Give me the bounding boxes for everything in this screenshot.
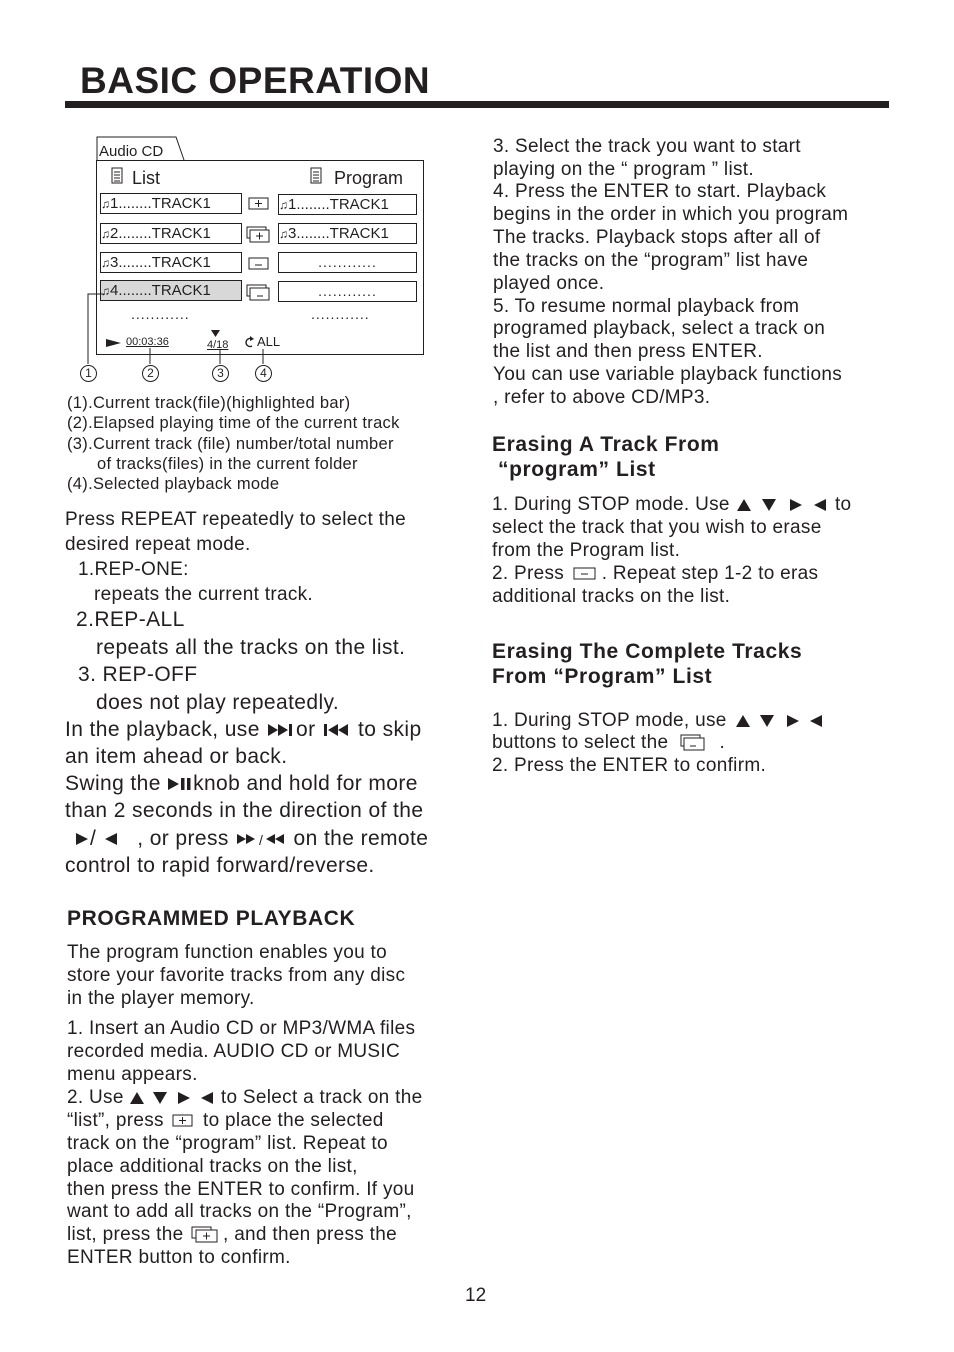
audio-cd-diagram	[66, 134, 446, 394]
erase-step-line: from the Program list.	[492, 540, 681, 561]
right-step-line: the list and then press ENTER.	[493, 341, 763, 362]
erase-step-line: select the track that you wish to erase	[492, 517, 822, 538]
prog-step1-line: recorded media. AUDIO CD or MUSIC	[67, 1041, 400, 1062]
remove-all-icon	[674, 734, 714, 752]
rep-all: 2.REP-ALL	[76, 608, 185, 631]
navigation-arrows-icon	[735, 498, 829, 512]
list-more: ............	[131, 306, 190, 322]
prog-step2-line: track on the “program” list. Repeat to	[67, 1133, 388, 1154]
rep-all-desc: repeats all the tracks on the list.	[96, 636, 406, 659]
program-row[interactable]: ♫1........TRACK1	[278, 194, 417, 215]
right-step-line: 4. Press the ENTER to start. Playback	[493, 181, 827, 202]
fast-forward-icon	[235, 832, 259, 846]
erase-all-heading: Erasing The Complete Tracks	[492, 640, 803, 663]
fast-reverse-icon	[263, 832, 287, 846]
callout-2: 2	[142, 365, 159, 382]
legend-item-1: (1).Current track(file)(highlighted bar)	[67, 394, 351, 412]
legend-item-3-cont: of tracks(files) in the current folder	[97, 455, 358, 473]
title-rule	[65, 101, 889, 108]
music-note-icon: ♫	[101, 197, 110, 211]
navigation-arrows-icon	[129, 1091, 215, 1105]
legend-item-4: (4).Selected playback mode	[67, 475, 280, 493]
rep-one-desc: repeats the current track.	[94, 584, 314, 605]
previous-track-icon	[322, 723, 352, 737]
right-step-line: 5. To resume normal playback from	[493, 296, 800, 317]
music-note-icon: ♫	[101, 256, 110, 270]
track-count: 4/18	[207, 339, 229, 351]
program-row-empty[interactable]: ............	[278, 252, 417, 273]
add-track-icon	[169, 1114, 197, 1128]
legend-item-3: (3).Current track (file) number/total number	[67, 435, 394, 453]
list-row-highlighted[interactable]: ♫4........TRACK1	[100, 280, 242, 301]
skip-line: In the playback, use or to skip	[65, 718, 422, 741]
erase-track-heading-cont: “program” List	[498, 458, 656, 481]
prog-step2-line: “list”, press to place the selected	[67, 1110, 384, 1131]
prog-step2-line: list, press the , and then press the	[67, 1224, 397, 1245]
right-step-line: You can use variable playback functions	[493, 364, 842, 385]
add-all-icon	[189, 1226, 223, 1244]
skip-line-cont: an item ahead or back.	[65, 745, 288, 768]
music-note-icon: ♫	[279, 198, 288, 212]
erase-all-step-line: buttons to select the .	[492, 732, 726, 753]
erase-all-step-line: 1. During STOP mode, use	[492, 709, 824, 732]
rep-off-desc: does not play repeatedly.	[96, 691, 340, 714]
prog-para-line: store your favorite tracks from any disc	[67, 965, 406, 986]
erase-step-line: additional tracks on the list.	[492, 586, 731, 607]
next-track-icon	[266, 723, 296, 737]
prog-step1-line: menu appears.	[67, 1064, 198, 1085]
prog-step1-line: 1. Insert an Audio CD or MP3/WMA files	[67, 1018, 416, 1039]
swing-line-2: than 2 seconds in the direction of the	[65, 799, 424, 822]
prog-step2-line: want to add all tracks on the “Program”,	[67, 1201, 412, 1222]
music-note-icon: ♫	[279, 227, 288, 241]
list-row[interactable]: ♫2........TRACK1	[100, 223, 242, 244]
repeat-intro-cont: desired repeat mode.	[65, 534, 251, 555]
right-step-line: begins in the order in which you program	[493, 204, 849, 225]
erase-step-line: 1. During STOP mode. Use to	[492, 494, 852, 515]
right-arrow-icon	[74, 832, 90, 846]
right-step-line: , refer to above CD/MP3.	[493, 387, 711, 408]
right-step-line: programed playback, select a track on	[493, 318, 826, 339]
program-header: Program	[334, 168, 404, 188]
elapsed-time: 00:03:36	[126, 336, 169, 348]
callout-3: 3	[212, 365, 229, 382]
remove-track-icon	[570, 567, 602, 581]
repeat-mode: ALL	[257, 334, 281, 349]
navigation-arrows-icon	[732, 714, 824, 728]
music-note-icon: ♫	[101, 227, 110, 241]
prog-para-line: The program function enables you to	[67, 942, 387, 963]
left-arrow-icon	[103, 832, 119, 846]
programmed-playback-heading: PROGRAMMED PLAYBACK	[67, 907, 356, 930]
page-number: 12	[465, 1285, 487, 1306]
swing-line: Swing the knob and hold for more	[65, 772, 418, 795]
program-row-empty[interactable]: ............	[278, 281, 417, 302]
erase-all-step-line: 2. Press the ENTER to confirm.	[492, 755, 767, 776]
callout-lines	[66, 134, 446, 394]
erase-all-heading-cont: From “Program” List	[492, 665, 713, 688]
callout-4: 4	[255, 365, 272, 382]
prog-step2-line: ENTER button to confirm.	[67, 1247, 291, 1268]
page-title: BASIC OPERATION	[80, 60, 431, 101]
right-step-line: 3. Select the track you want to start	[493, 136, 801, 157]
music-note-icon: ♫	[101, 284, 110, 298]
prog-step2-line: place additional tracks on the list,	[67, 1156, 358, 1177]
prog-step2-line: 2. Use to Select a track on the	[67, 1087, 423, 1108]
legend-item-2: (2).Elapsed playing time of the current track	[67, 414, 400, 432]
rep-off: 3. REP-OFF	[78, 663, 198, 686]
callout-1: 1	[80, 365, 97, 382]
prog-para-line: in the player memory.	[67, 988, 255, 1009]
right-step-line: The tracks. Playback stops after all of	[493, 227, 821, 248]
erase-step-line: 2. Press . Repeat step 1-2 to eras	[492, 563, 819, 584]
program-row[interactable]: ♫3........TRACK1	[278, 223, 417, 244]
tab-label: Audio CD	[99, 143, 164, 160]
program-more: ............	[311, 306, 370, 322]
list-header: List	[132, 168, 161, 188]
right-step-line: played once.	[493, 273, 605, 294]
repeat-intro: Press REPEAT repeatedly to select the	[65, 509, 406, 530]
rep-one: 1.REP-ONE:	[78, 559, 189, 580]
play-pause-icon	[167, 777, 193, 791]
swing-line-3: / , or press / on the remote	[74, 825, 428, 854]
right-step-line: the tracks on the “program” list have	[493, 250, 809, 271]
prog-step2-line: then press the ENTER to confirm. If you	[67, 1179, 415, 1200]
erase-track-heading: Erasing A Track From	[492, 433, 720, 456]
right-step-line: playing on the “ program ” list.	[493, 159, 754, 180]
list-row[interactable]: ♫3........TRACK1	[100, 252, 242, 273]
swing-line-4: control to rapid forward/reverse.	[65, 854, 375, 877]
list-row[interactable]: ♫1........TRACK1	[100, 193, 242, 214]
